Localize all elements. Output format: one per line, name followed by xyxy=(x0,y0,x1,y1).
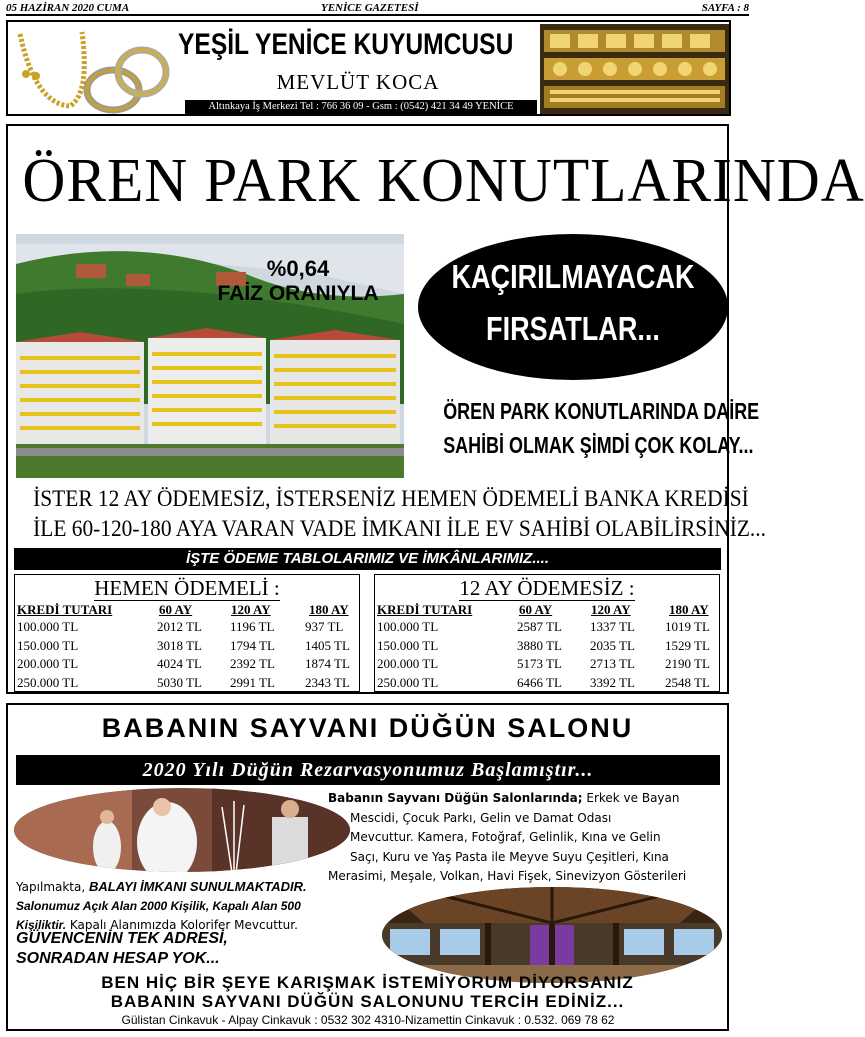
table-header-cell: 60 AY xyxy=(159,602,193,617)
opportunity-oval xyxy=(418,234,728,380)
hall-photo xyxy=(380,885,724,985)
table-header-cell: KREDİ TUTARI xyxy=(17,602,113,617)
table-cell: 200.000 TL xyxy=(17,656,79,671)
deferred-payment-table xyxy=(374,574,720,692)
table-cell: 2587 TL xyxy=(517,619,562,634)
trust-line-2: SONRADAN HESAP YOK... xyxy=(16,950,220,967)
oren-park-headline: ÖREN PARK KONUTLARINDA xyxy=(22,147,865,215)
trust-line-1: GÜVENCENİN TEK ADRESİ, xyxy=(16,930,228,947)
table-cell: 1794 TL xyxy=(230,637,275,653)
table-title: HEMEN ÖDEMELİ : xyxy=(94,576,280,600)
table-cell: 1529 TL xyxy=(665,637,710,653)
capacity-line xyxy=(16,897,301,917)
table-cell: 2343 TL xyxy=(305,674,350,690)
jeweller-address: Altınkaya İş Merkezi Tel : 766 36 09 - Gsm : (0542) 421 34 49 YENİCE xyxy=(185,100,537,114)
honeymoon-text: BALAYI İMKANI SUNULMAKTADIR. xyxy=(89,879,307,894)
payment-offer xyxy=(33,484,766,544)
page-header xyxy=(6,2,749,16)
closing-line-1: BEN HİÇ BİR ŞEYE KARIŞMAK İSTEMİYORUM DİYORSANIZ xyxy=(101,973,634,992)
facilities-heading: Babanın Sayvanı Düğün Salonlarında; xyxy=(328,791,583,805)
wedding-hall-ad xyxy=(6,703,729,1031)
heating-text: Kapalı Alanımızda Kolorifer Mevcuttur. xyxy=(69,918,298,932)
table-cell: 5173 TL xyxy=(517,656,562,671)
jeweller-ad xyxy=(6,20,731,116)
table-cell: 150.000 TL xyxy=(377,637,439,653)
table-cell: 250.000 TL xyxy=(17,674,79,690)
table-cell: 2713 TL xyxy=(590,656,635,671)
offer-line-1: İSTER 12 AY ÖDEMESİZ, İSTERSENİZ HEMEN ÖDEMELİ BANKA KREDİSİ xyxy=(33,486,749,511)
interest-rate-label xyxy=(198,256,398,306)
bride-photo xyxy=(12,787,352,873)
table-cell: 150.000 TL xyxy=(17,637,79,653)
table-cell: 2012 TL xyxy=(157,619,202,634)
table-cell: 2190 TL xyxy=(665,656,710,671)
table-header-cell: 120 AY xyxy=(231,602,271,617)
capacity-text: Salonumuz Açık Alan 2000 Kişilik, Kapalı Alan 500 xyxy=(16,898,301,913)
oren-park-ad xyxy=(6,124,865,694)
table-header-cell: 120 AY xyxy=(591,602,631,617)
table-cell: 1196 TL xyxy=(230,619,275,634)
jewellery-image xyxy=(10,24,170,114)
made-text: Yapılmakta, xyxy=(16,880,86,894)
jeweller-owner: MEVLÜT KOCA xyxy=(276,70,440,94)
table-cell: 5030 TL xyxy=(157,674,202,690)
slogan-line-2: SAHİBİ OLMAK ŞİMDİ ÇOK KOLAY... xyxy=(443,432,754,458)
wedding-hall-title: BABANIN SAYVANI DÜĞÜN SALONU xyxy=(101,713,634,743)
page-number: SAYFA : 8 xyxy=(701,2,749,14)
payment-tables-banner: İŞTE ÖDEME TABLOLARIMIZ VE İMKÂNLARIMIZ.... xyxy=(14,548,721,570)
shop-display-image xyxy=(540,24,729,114)
table-cell: 250.000 TL xyxy=(377,674,439,690)
table-cell: 1019 TL xyxy=(665,619,710,634)
interest-rate-value: %0,64 xyxy=(266,256,330,281)
table-header-cell: 60 AY xyxy=(519,602,553,617)
facilities-line-4: Saçı, Kuru ve Yaş Pasta ile Meyve Suyu Çeşitleri, Kına xyxy=(350,849,669,864)
capacity-end-text: Kişiliktir. xyxy=(16,918,67,932)
facilities-text xyxy=(328,789,680,809)
facilities-line-5: Merasimi, Meşale, Volkan, Havi Fişek, Sinevizyon Gösterileri xyxy=(328,869,687,883)
interest-rate-caption: FAİZ ORANIYLA xyxy=(217,282,379,305)
table-cell: 200.000 TL xyxy=(377,656,439,671)
table-cell: 100.000 TL xyxy=(17,619,79,634)
table-title: 12 AY ÖDEMESİZ : xyxy=(459,576,635,600)
table-cell: 2392 TL xyxy=(230,656,275,671)
table-cell: 3392 TL xyxy=(590,674,635,690)
offer-line-2: İLE 60-120-180 AYA VARAN VADE İMKANI İLE EV SAHİBİ OLABİLİRSİNİZ... xyxy=(33,516,766,541)
jeweller-name: YEŞİL YENİCE KUYUMCUSU xyxy=(178,28,514,61)
table-cell: 1874 TL xyxy=(305,656,350,671)
newspaper-name: YENİCE GAZETESİ xyxy=(321,2,419,14)
table-cell: 3880 TL xyxy=(517,637,562,653)
oval-line-1: KAÇIRILMAYACAK xyxy=(451,258,695,295)
table-header-cell: 180 AY xyxy=(669,602,709,617)
facilities-line-2: Mescidi, Çocuk Parkı, Gelin ve Damat Odası xyxy=(350,810,612,825)
table-cell: 2548 TL xyxy=(665,674,710,690)
honeymoon-line xyxy=(16,877,307,898)
facilities-line-1: Erkek ve Bayan xyxy=(586,791,680,805)
table-cell: 100.000 TL xyxy=(377,619,439,634)
table-header-cell: 180 AY xyxy=(309,602,349,617)
table-cell: 6466 TL xyxy=(517,674,562,690)
ownership-slogan xyxy=(443,394,760,462)
table-cell: 1405 TL xyxy=(305,637,350,653)
closing-slogan xyxy=(8,973,727,1011)
immediate-payment-table xyxy=(14,574,360,692)
table-header-cell: KREDİ TUTARI xyxy=(377,602,473,617)
oval-line-2: FIRSATLAR... xyxy=(486,310,660,347)
closing-line-2: BABANIN SAYVANI DÜĞÜN SALONUNU TERCİH EDİNİZ... xyxy=(110,992,625,1011)
table-cell: 2991 TL xyxy=(230,674,275,690)
trust-slogan xyxy=(16,929,228,969)
contact-line: Gülistan Cinkavuk - Alpay Cinkavuk : 0532 302 4310-Nizamettin Cinkavuk : 0.532. 069 78 62 xyxy=(121,1013,615,1027)
reservation-banner: 2020 Yılı Düğün Rezarvasyonumuz Başlamıştır... xyxy=(16,755,720,785)
facilities-line-3: Mevcuttur. Kamera, Fotoğraf, Gelinlik, Kına ve Gelin xyxy=(350,830,661,844)
issue-date: 05 HAZİRAN 2020 CUMA xyxy=(6,2,130,14)
table-cell: 2035 TL xyxy=(590,637,635,653)
table-cell: 1337 TL xyxy=(590,619,635,634)
table-cell: 937 TL xyxy=(305,619,344,634)
table-cell: 4024 TL xyxy=(157,656,202,671)
table-cell: 3018 TL xyxy=(157,637,202,653)
slogan-line-1: ÖREN PARK KONUTLARINDA DAİRE xyxy=(443,398,760,424)
